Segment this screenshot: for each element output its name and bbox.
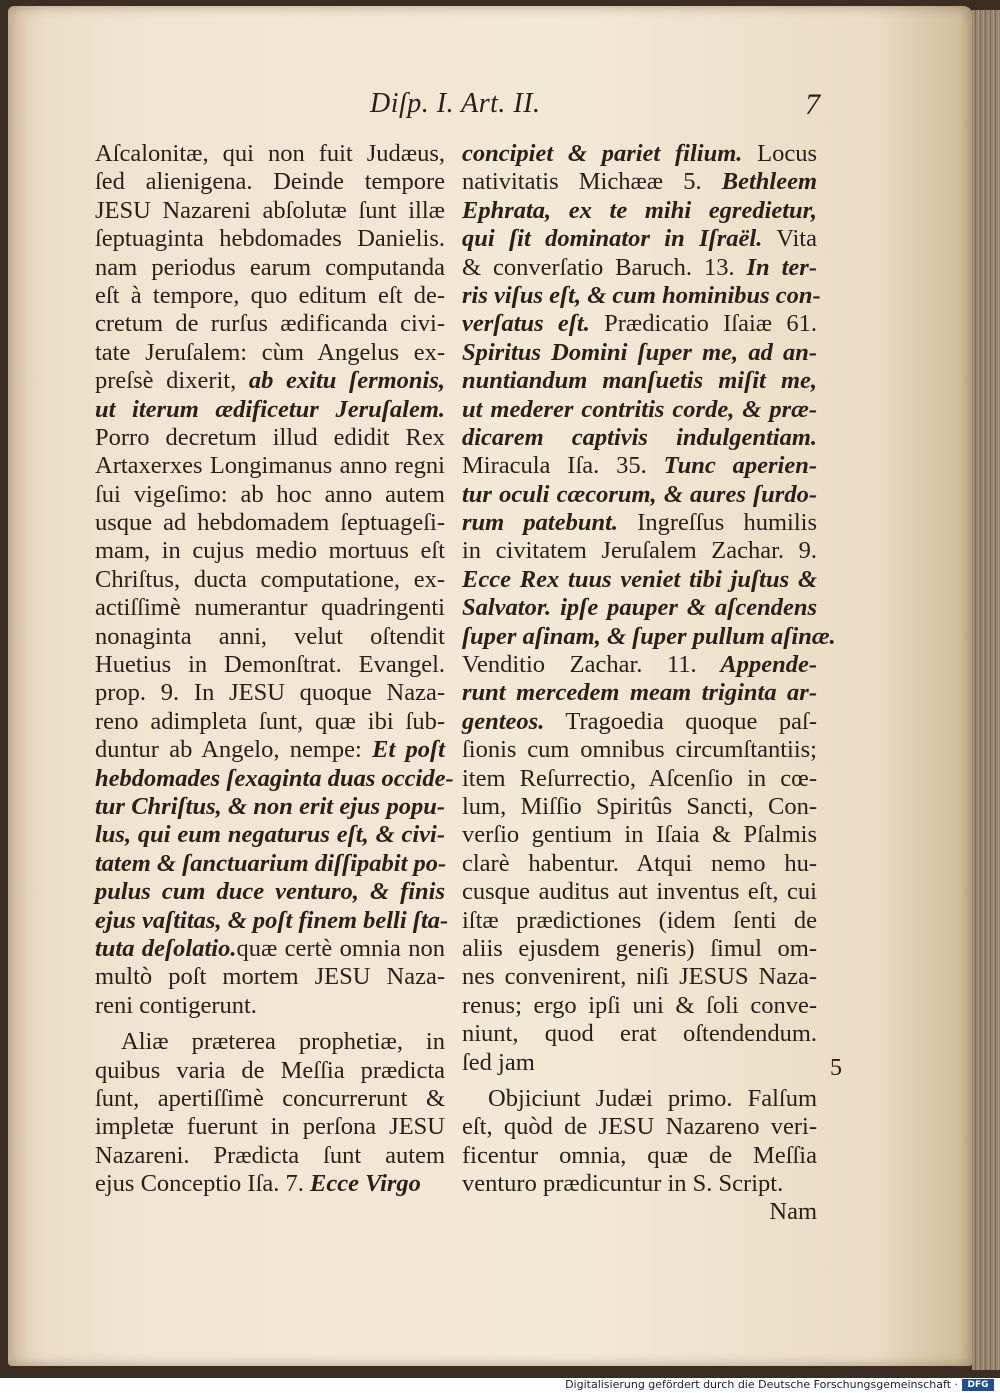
text-line <box>95 481 445 509</box>
italic-segment: Salvator. ipſe pauper & aſcendens <box>462 594 817 622</box>
text-line <box>95 708 445 736</box>
text-line <box>95 594 445 622</box>
italic-segment: nuntiandum manſuetis miſit me, <box>462 367 817 395</box>
roman-segment: ejus Conceptio Iſa. 7. <box>95 1170 304 1198</box>
italic-segment: verſatus eſt. <box>462 310 590 338</box>
text-line <box>95 254 445 282</box>
roman-segment: Porro decretum illud edidit Rex <box>95 423 445 451</box>
footer <box>0 1378 1000 1393</box>
text-line <box>95 935 445 963</box>
italic-segment: Spiritus Domini ſuper me, ad an- <box>462 338 817 366</box>
text-line <box>462 1085 817 1113</box>
text-line <box>95 850 445 878</box>
text-line <box>95 537 445 565</box>
text-line <box>95 821 445 849</box>
roman-segment: Prædicatio Iſaiæ 61. <box>589 310 817 338</box>
roman-segment: iſtæ prædictiones (idem ſenti de <box>462 906 817 934</box>
roman-segment: quibus varia de Meſſia prædicta <box>95 1056 445 1084</box>
text-line <box>462 481 817 509</box>
italic-segment: Ephrata, ex te mihi egredietur, <box>462 196 817 224</box>
text-line <box>462 992 817 1020</box>
text-line <box>462 1113 817 1141</box>
text-line <box>95 992 445 1020</box>
text-line <box>95 764 454 793</box>
italic-segment: Ecce Rex tuus veniet tibi juſtus & <box>462 565 817 593</box>
text-line <box>462 225 817 253</box>
text-line <box>95 1028 445 1056</box>
text-line <box>95 424 445 452</box>
roman-segment: eſt, quòd de JESU Nazareno veri- <box>462 1113 817 1141</box>
italic-segment: ejus vaſtitas, & poſt finem belli ſta- <box>95 906 449 934</box>
italic-segment: ſuper aſinam, & ſuper pullum aſinæ. <box>462 622 836 650</box>
roman-segment: duntur ab Angelo, nempe: <box>95 736 362 764</box>
text-line <box>95 452 445 480</box>
italic-segment: tuta deſolatio. <box>95 934 237 962</box>
dfg-logo: DFG <box>962 1379 994 1391</box>
text-line <box>462 254 817 282</box>
roman-segment: ſunt, apertiſſimè concurrerunt & <box>95 1084 445 1112</box>
catchword: Nam <box>769 1198 817 1226</box>
text-line <box>95 1170 445 1198</box>
roman-segment: ſed alienigena. Deinde tempore <box>95 168 445 196</box>
text-line <box>95 906 449 935</box>
text-line <box>95 651 445 679</box>
text-line <box>462 736 817 764</box>
text-line <box>95 509 445 537</box>
italic-segment: lus, qui eum negaturus eſt, & civi- <box>95 821 445 849</box>
italic-segment: ut mederer contritis corde, & præ- <box>462 395 817 423</box>
text-line <box>462 197 817 225</box>
roman-segment: Chriſtus, ducta computatione, ex- <box>95 565 445 593</box>
roman-segment: JESU Nazareni abſolutæ ſunt illæ <box>95 196 445 224</box>
roman-segment: Nazareni. Prædicta ſunt autem <box>95 1141 445 1169</box>
roman-segment: venturo prædicuntur in S. Script. <box>462 1170 784 1198</box>
text-line <box>95 963 445 991</box>
text-line <box>95 282 445 310</box>
roman-segment: tate Jeruſalem: cùm Angelus ex- <box>95 338 445 366</box>
italic-segment: ris viſus eſt, & cum hominibus con- <box>462 281 821 309</box>
roman-segment: multò poſt mortem JESU Naza- <box>95 963 445 991</box>
roman-segment: ſionis cum omnibus circumſtantiis; <box>462 736 817 764</box>
text-line <box>462 907 817 935</box>
italic-segment: concipiet & pariet filium. <box>462 140 743 167</box>
text-line <box>462 821 817 849</box>
roman-segment: reni contigerunt. <box>95 991 257 1019</box>
italic-segment: qui ſit dominator in Iſraël. <box>462 225 763 253</box>
text-line <box>462 765 817 793</box>
roman-segment: nam periodus earum computanda <box>95 253 445 281</box>
text-line <box>95 168 445 196</box>
italic-segment: ab exitu ſermonis, <box>236 367 445 395</box>
text-line <box>462 1020 817 1048</box>
italic-segment: dicarem captivis indulgentiam. <box>462 423 817 451</box>
text-line <box>462 310 817 338</box>
italic-segment: ut iterum ædificetur Jeruſalem. <box>95 395 445 423</box>
italic-segment: rum patebunt. <box>462 509 619 537</box>
roman-segment: reno adimpleta ſunt, quæ ibi ſub- <box>95 707 445 735</box>
text-line <box>95 1142 445 1170</box>
text-line <box>95 878 445 906</box>
text-line <box>462 140 817 168</box>
roman-segment: Ingreſſus humilis <box>618 509 817 537</box>
text-line <box>462 1142 817 1170</box>
text-line <box>462 537 817 565</box>
roman-segment: aliis ejusdem generis) ſimul om- <box>462 934 817 962</box>
roman-segment: prop. 9. In JESU quoque Naza- <box>95 679 445 707</box>
text-line <box>95 1085 445 1113</box>
text-line <box>462 878 817 906</box>
footer-credit: Digitalisierung gefördert durch die Deutsche Forschungsgemeinschaft · <box>565 1378 958 1391</box>
roman-segment: Huetius in Demonſtrat. Evangel. <box>95 651 445 679</box>
text-line <box>95 339 445 367</box>
left-paragraph-2 <box>95 1028 445 1198</box>
roman-segment: verſio gentium in Iſaia & Pſalmis <box>462 821 817 849</box>
roman-segment: nes convenirent, niſi JESUS Naza- <box>462 963 817 991</box>
text-line <box>462 566 817 594</box>
roman-segment: ficentur omnia, quæ de Meſſia <box>462 1141 817 1169</box>
roman-segment: cusque auditus aut inventus eſt, cui <box>462 878 817 906</box>
text-line <box>95 1113 445 1141</box>
text-line <box>462 963 817 991</box>
roman-segment: Artaxerxes Longimanus anno regni <box>95 452 445 480</box>
roman-segment: Aliæ præterea prophetiæ, in <box>121 1028 445 1056</box>
italic-segment: In ter- <box>734 253 817 281</box>
text-line <box>95 793 445 821</box>
italic-segment: Bethleem <box>701 168 817 196</box>
roman-segment: niunt, quod erat oſtendendum. <box>462 1020 817 1048</box>
text-line <box>462 935 817 963</box>
italic-segment: tur Chriſtus, & non erit ejus popu- <box>95 792 445 820</box>
roman-segment: nonaginta anni, velut oſtendit <box>95 622 445 650</box>
text-line <box>462 594 817 622</box>
text-line <box>95 197 445 225</box>
italic-segment: pulus cum duce venturo, & finis <box>95 878 445 906</box>
roman-segment: lum, Miſſio Spiritûs Sancti, Con- <box>462 792 817 820</box>
text-line <box>462 281 821 310</box>
text-line <box>462 396 817 424</box>
text-line <box>95 566 445 594</box>
roman-segment: & converſatio Baruch. 13. <box>462 253 735 281</box>
roman-segment: item Reſurrectio, Aſcenſio in cœ- <box>462 764 817 792</box>
italic-segment: tur oculi cæcorum, & aures ſurdo- <box>462 480 817 508</box>
text-line <box>462 1049 817 1077</box>
roman-segment: mam, in cujus medio mortuus eſt <box>95 537 445 565</box>
text-line <box>462 1170 817 1198</box>
roman-segment: ſed jam <box>462 1048 535 1076</box>
roman-segment: Locus <box>742 140 817 167</box>
text-line <box>95 1057 445 1085</box>
page-number: 7 <box>805 88 820 121</box>
roman-segment: Aſcalonitæ, qui non fuit Judæus, <box>95 140 445 167</box>
text-line <box>462 509 817 537</box>
text-line <box>462 850 817 878</box>
roman-segment: renus; ergo ipſi uni & ſoli conve- <box>462 991 817 1019</box>
italic-segment: Appende- <box>696 651 817 679</box>
italic-segment: Ecce Virgo <box>303 1170 421 1198</box>
roman-segment: usque ad hebdomadem ſeptuageſi- <box>95 509 445 537</box>
roman-segment: eſt à tempore, quo editum eſt de- <box>95 281 445 309</box>
roman-segment: in civitatem Jeruſalem Zachar. 9. <box>462 537 817 565</box>
page-edges <box>972 10 1000 1370</box>
running-head: Diſp. I. Art. II. <box>370 88 541 119</box>
roman-segment: nativitatis Michææ 5. <box>462 168 702 196</box>
text-line <box>95 736 445 764</box>
text-line <box>462 708 817 736</box>
text-line <box>462 168 817 196</box>
roman-segment: ſeptuaginta hebdomades Danielis. <box>95 225 445 253</box>
roman-segment: Miracula Iſa. 35. <box>462 452 647 480</box>
roman-segment: actiſſimè numerantur quadringenti <box>95 594 445 622</box>
roman-segment: Venditio Zachar. 11. <box>462 651 697 679</box>
roman-segment: impletæ fuerunt in perſona JESU <box>95 1113 445 1141</box>
right-column <box>462 140 836 1227</box>
left-paragraph-1 <box>95 140 454 1020</box>
text-line <box>95 140 445 168</box>
italic-segment: tatem & ſanctuarium diſſipabit po- <box>95 849 447 877</box>
text-line <box>462 424 817 452</box>
text-line <box>462 339 817 367</box>
text-line <box>462 452 817 480</box>
text-line <box>462 367 817 395</box>
italic-segment: Tunc aperien- <box>646 452 817 480</box>
margin-note: 5 <box>830 1055 842 1081</box>
italic-segment: genteos. <box>462 707 545 735</box>
italic-segment: Et poſt <box>361 736 445 764</box>
roman-segment: quæ certè omnia non <box>236 934 445 962</box>
italic-segment: runt mercedem meam triginta ar- <box>462 679 817 707</box>
text-line <box>462 651 817 679</box>
page-header <box>370 88 820 128</box>
roman-segment: clarè habentur. Atqui nemo hu- <box>462 849 817 877</box>
right-paragraph-2 <box>462 1085 817 1199</box>
roman-segment: ſui vigeſimo: ab hoc anno autem <box>95 480 445 508</box>
roman-segment: preſsè dixerit, <box>95 367 237 395</box>
roman-segment: Vita <box>762 225 817 253</box>
roman-segment: cretum de rurſus ædificanda civi- <box>95 310 445 338</box>
text-line <box>95 679 445 707</box>
text-line <box>462 679 817 707</box>
italic-segment: hebdomades ſexaginta duas occide- <box>95 764 454 792</box>
text-line <box>95 623 445 651</box>
text-line <box>95 310 445 338</box>
roman-segment: Objiciunt Judæi primo. Falſum <box>488 1084 817 1112</box>
right-paragraph-1 <box>462 140 836 1077</box>
left-column <box>95 140 454 1198</box>
text-line <box>462 622 836 651</box>
text-line <box>95 396 445 424</box>
text-line <box>462 793 817 821</box>
text-line <box>95 367 445 395</box>
text-line <box>95 225 445 253</box>
roman-segment: Tragoedia quoque paſ- <box>544 707 817 735</box>
